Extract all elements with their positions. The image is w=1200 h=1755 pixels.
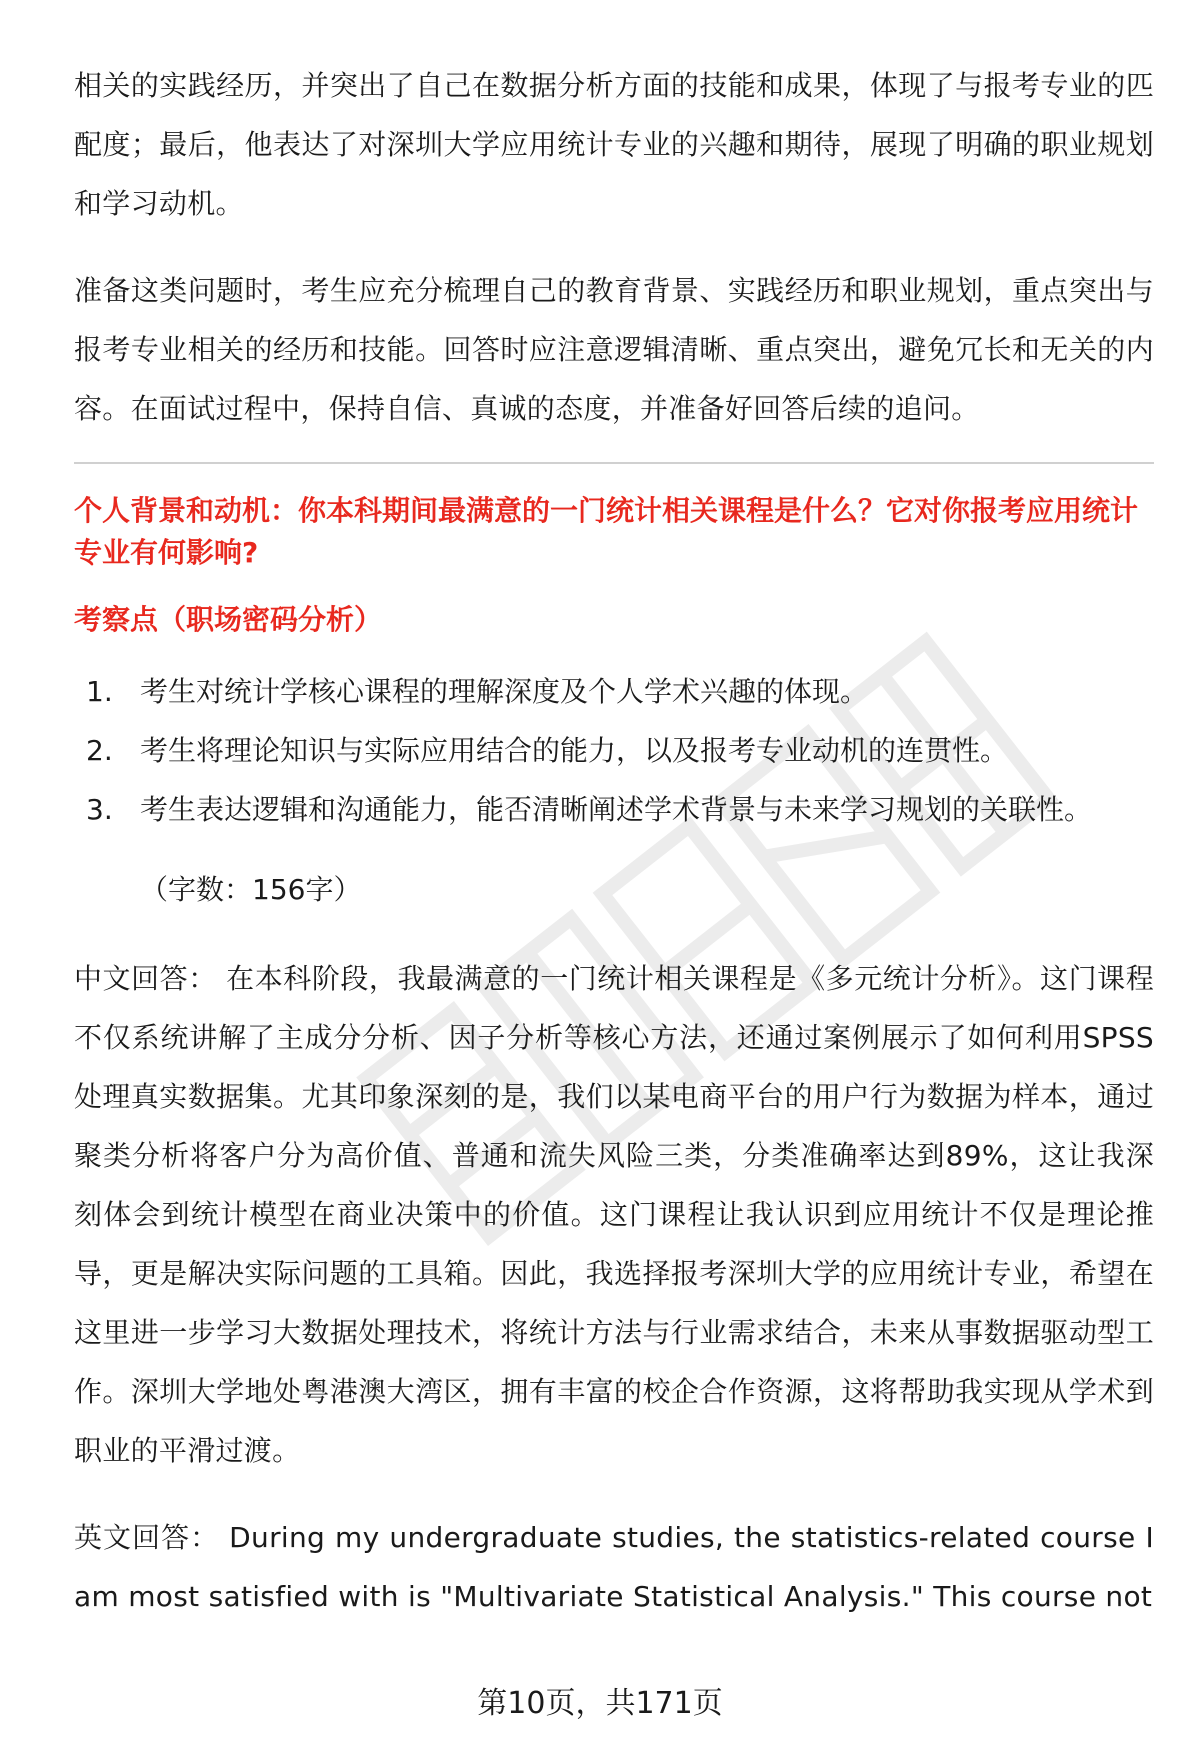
list-item-text: 考生表达逻辑和沟通能力，能否清晰阐述学术背景与未来学习规划的关联性。 bbox=[140, 793, 1093, 826]
document-page bbox=[74, 56, 1154, 1626]
english-answer: 英文回答： During my undergraduate studies, the statistics-related course I am most satisfied with is "Multivariate Statistical Analysis." This course not bbox=[74, 1521, 1154, 1613]
list-item-number: 1. bbox=[86, 675, 113, 708]
chinese-answer: 中文回答： 在本科阶段，我最满意的一门统计相关课程是《多元统计分析》。这门课程不仅系统讲解了主成分分析、因子分析等核心方法，还通过案例展示了如何利用SPSS处理真实数据集。尤其印象深刻的是，我们以某电商平台的用户行为数据为样本，通过聚类分析将客户分为高价值、普通和流失风险三类，分类准确率达到89%，这让我深刻体会到统计模型在商业决策中的价值。这门课程让我认识到应用统计不仅是理论推导，更是解决实际问题的工具箱。因此，我选择报考深圳大学的应用统计专业，希望在这里进一步学习大数据处理技术，将统计方法与行业需求结合，未来从事数据驱动型工作。深圳大学地处粤港澳大湾区，拥有丰富的校企合作资源，这将帮助我实现从学术到职业的平滑过渡。 bbox=[74, 962, 1154, 1467]
list-item-number: 2. bbox=[86, 734, 113, 767]
list-item bbox=[74, 780, 1154, 839]
list-item bbox=[74, 662, 1154, 721]
assessment-heading: 考察点（职场密码分析） bbox=[74, 603, 383, 636]
question-heading: 个人背景和动机：你本科期间最满意的一门统计相关课程是什么？它对你报考应用统计专业有何影响? bbox=[74, 494, 1139, 569]
list-item-number: 3. bbox=[86, 793, 113, 826]
list-item bbox=[74, 721, 1154, 780]
word-count: （字数：156字） bbox=[140, 873, 362, 906]
section-divider bbox=[74, 462, 1154, 464]
assessment-points-list bbox=[74, 662, 1154, 839]
intro-paragraph-1: 相关的实践经历，并突出了自己在数据分析方面的技能和成果，体现了与报考专业的匹配度；最后，他表达了对深圳大学应用统计专业的兴趣和期待，展现了明确的职业规划和学习动机。 bbox=[74, 69, 1154, 220]
list-item-text: 考生将理论知识与实际应用结合的能力，以及报考专业动机的连贯性。 bbox=[140, 734, 1009, 767]
intro-paragraph-2: 准备这类问题时，考生应充分梳理自己的教育背景、实践经历和职业规划，重点突出与报考专业相关的经历和技能。回答时应注意逻辑清晰、重点突出，避免冗长和无关的内容。在面试过程中，保持自信、真诚的态度，并准备好回答后续的追问。 bbox=[74, 274, 1154, 425]
list-item-text: 考生对统计学核心课程的理解深度及个人学术兴趣的体现。 bbox=[140, 675, 869, 708]
page-footer: 第10页，共171页 bbox=[477, 1686, 723, 1721]
